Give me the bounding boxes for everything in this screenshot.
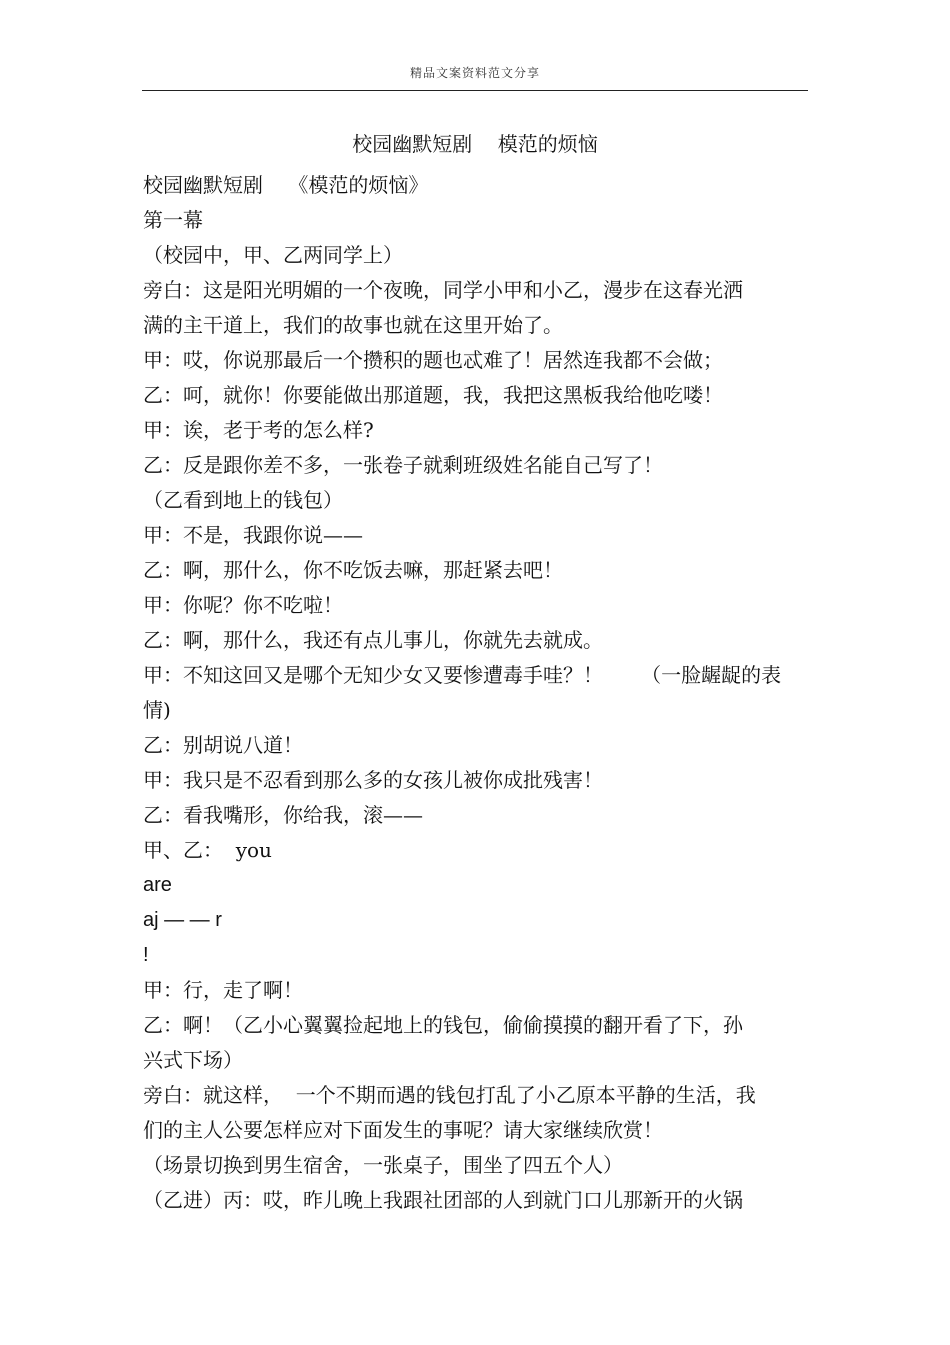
- text-line: 甲：不是，我跟你说——: [143, 523, 363, 547]
- text-line: 乙：反是跟你差不多，一张卷子就剩班级姓名能自己写了！: [143, 453, 663, 477]
- text-line: （场景切换到男生宿舍，一张桌子，围坐了四五个人）: [143, 1153, 623, 1177]
- document-body: [143, 168, 803, 1218]
- header-divider: [142, 90, 808, 91]
- text-line: !: [143, 944, 149, 966]
- text-line: 甲：行，走了啊！: [143, 978, 303, 1002]
- text-line: 校园幽默短剧 《模范的烦恼》: [143, 173, 429, 197]
- text-line: 兴式下场）: [143, 1048, 243, 1072]
- text-line: 甲、乙： you: [143, 838, 272, 862]
- text-line: aj — — r: [143, 909, 222, 931]
- page-header: 精品文案资料范文分享: [409, 66, 540, 80]
- text-line: 甲：哎，你说那最后一个攒积的题也忒难了！居然连我都不会做；: [143, 348, 723, 372]
- text-line: 甲：诶，老于考的怎么样?: [143, 418, 374, 442]
- text-line: are: [143, 874, 172, 896]
- text-line: 旁白：就这样， 一个不期而遇的钱包打乱了小乙原本平静的生活，我: [143, 1083, 756, 1107]
- text-line: 甲：不知这回又是哪个无知少女又要惨遭毒手哇？！ （一脸龌龊的表: [143, 663, 782, 687]
- text-line: 甲：我只是不忍看到那么多的女孩儿被你成批残害！: [143, 768, 603, 792]
- text-line: （乙看到地上的钱包）: [143, 488, 343, 512]
- text-line: 第一幕: [143, 208, 203, 232]
- text-line: （乙进）丙：哎，昨儿晚上我跟社团部的人到就门口儿那新开的火锅: [143, 1188, 743, 1212]
- text-line: 乙：啊，那什么，你不吃饭去嘛，那赶紧去吧！: [143, 558, 563, 582]
- text-line: 乙：呵，就你！你要能做出那道题，我，我把这黑板我给他吃喽！: [143, 383, 723, 407]
- text-line: 乙：看我嘴形，你给我，滚——: [143, 803, 423, 827]
- document-title: 校园幽默短剧 模范的烦恼: [352, 132, 598, 156]
- text-line: 满的主干道上，我们的故事也就在这里开始了。: [143, 313, 563, 337]
- text-line: （校园中，甲、乙两同学上）: [143, 243, 403, 267]
- text-line: 乙：啊，那什么，我还有点儿事儿，你就先去就成。: [143, 628, 603, 652]
- text-line: 甲：你呢？你不吃啦！: [143, 593, 343, 617]
- text-line: 乙：啊！（乙小心翼翼捡起地上的钱包，偷偷摸摸的翻开看了下，孙: [143, 1013, 743, 1037]
- text-line: 们的主人公要怎样应对下面发生的事呢？请大家继续欣赏！: [143, 1118, 663, 1142]
- text-line: 旁白：这是阳光明媚的一个夜晚，同学小甲和小乙，漫步在这春光洒: [143, 278, 743, 302]
- text-line: 情): [143, 698, 171, 722]
- text-line: 乙：别胡说八道！: [143, 733, 303, 757]
